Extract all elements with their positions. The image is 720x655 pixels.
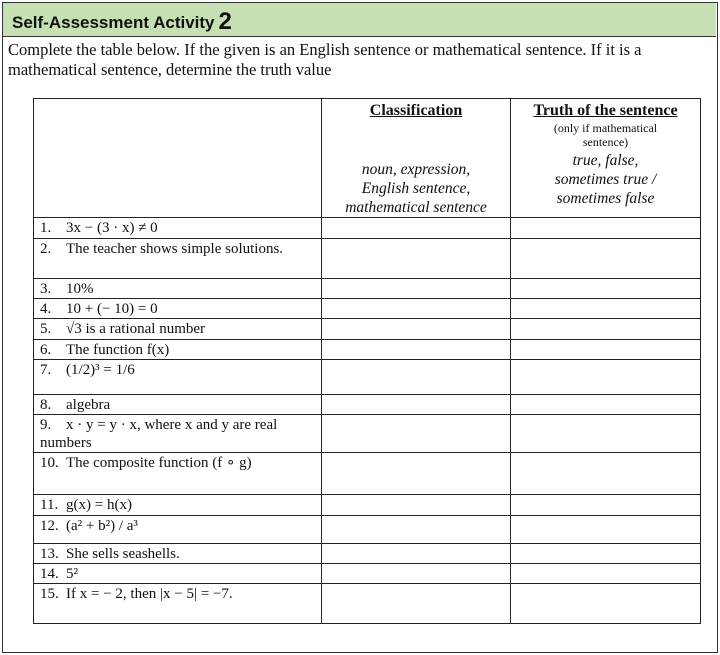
item-number: 11.: [40, 497, 59, 513]
table-row: [34, 564, 701, 584]
table-row: [34, 319, 701, 340]
item-text: 5²: [66, 566, 78, 582]
truth-answer-cell[interactable]: [511, 299, 701, 319]
item-number: 4.: [40, 301, 52, 317]
classification-option: mathematical sentence: [345, 199, 487, 216]
item-text: x · y = y · x, where x and y are real numbers: [40, 417, 278, 451]
classification-answer-cell[interactable]: [322, 360, 511, 395]
table-row: [34, 299, 701, 319]
activity-number: 2: [218, 8, 232, 35]
item-text: She sells seashells.: [66, 546, 180, 562]
item-text: The function f(x): [66, 342, 170, 358]
table-row: [34, 584, 701, 624]
classification-answer-cell[interactable]: [322, 495, 511, 516]
classification-header-cell: [322, 99, 511, 218]
truth-option: true, false,: [572, 152, 639, 169]
truth-answer-cell[interactable]: [511, 239, 701, 279]
classification-answer-cell[interactable]: [322, 395, 511, 415]
item-number: 10.: [40, 455, 59, 471]
truth-answer-cell[interactable]: [511, 360, 701, 395]
item-text: 10%: [66, 281, 94, 297]
truth-answer-cell[interactable]: [511, 340, 701, 360]
truth-answer-cell[interactable]: [511, 516, 701, 544]
item-cell: [34, 360, 322, 395]
truth-answer-cell[interactable]: [511, 564, 701, 584]
item-text: The composite function (f ∘ g): [66, 455, 252, 471]
item-number: 7.: [40, 362, 52, 378]
item-number: 13.: [40, 546, 59, 562]
item-number: 9.: [40, 417, 52, 433]
item-text: The teacher shows simple solutions.: [66, 241, 284, 257]
item-text: If x = − 2, then |x − 5| = −7.: [66, 586, 233, 602]
item-cell: [34, 218, 322, 239]
classification-answer-cell[interactable]: [322, 584, 511, 624]
truth-note-line: sentence): [582, 135, 629, 149]
item-cell: [34, 415, 322, 453]
item-number: 6.: [40, 342, 52, 358]
table-row: [34, 360, 701, 395]
truth-option: sometimes false: [556, 190, 655, 207]
item-number: 14.: [40, 566, 59, 582]
truth-answer-cell[interactable]: [511, 453, 701, 495]
item-text: 10 + (− 10) = 0: [66, 301, 158, 317]
table-header-row: [34, 99, 701, 218]
classification-answer-cell[interactable]: [322, 319, 511, 340]
truth-note: [511, 121, 700, 149]
table-row: [34, 218, 701, 239]
item-cell: [34, 299, 322, 319]
classification-option: English sentence,: [361, 180, 471, 197]
classification-answer-cell[interactable]: [322, 415, 511, 453]
item-cell: [34, 279, 322, 299]
classification-answer-cell[interactable]: [322, 340, 511, 360]
item-text: (1/2)³ = 1/6: [66, 362, 135, 378]
truth-option: sometimes true /: [554, 171, 657, 188]
truth-note-line: (only if mathematical: [553, 121, 658, 135]
assessment-table: [33, 98, 701, 624]
activity-title: Self-Assessment Activity: [12, 13, 215, 32]
table-row: [34, 415, 701, 453]
item-cell: [34, 239, 322, 279]
classification-answer-cell[interactable]: [322, 516, 511, 544]
item-cell: [34, 395, 322, 415]
truth-answer-cell[interactable]: [511, 544, 701, 564]
item-cell: [34, 584, 322, 624]
truth-header-cell: [511, 99, 701, 218]
item-number: 1.: [40, 220, 52, 236]
classification-answer-cell[interactable]: [322, 453, 511, 495]
item-text: √3 is a rational number: [66, 321, 206, 337]
classification-answer-cell[interactable]: [322, 564, 511, 584]
item-cell: [34, 340, 322, 360]
truth-answer-cell[interactable]: [511, 319, 701, 340]
truth-answer-cell[interactable]: [511, 495, 701, 516]
truth-answer-cell[interactable]: [511, 218, 701, 239]
activity-banner: [3, 3, 716, 37]
classification-answer-cell[interactable]: [322, 544, 511, 564]
classification-option: noun, expression,: [361, 161, 471, 178]
item-number: 5.: [40, 321, 52, 337]
item-cell: [34, 564, 322, 584]
item-text: algebra: [66, 397, 111, 413]
item-number: 2.: [40, 241, 52, 257]
truth-title: Truth of the sentence: [533, 102, 678, 119]
table-row: [34, 279, 701, 299]
truth-answer-cell[interactable]: [511, 395, 701, 415]
table-row: [34, 516, 701, 544]
table-row: [34, 395, 701, 415]
table-row: [34, 340, 701, 360]
item-text: (a² + b²) / a³: [66, 518, 138, 534]
table-row: [34, 544, 701, 564]
item-cell: [34, 453, 322, 495]
item-text: g(x) = h(x): [66, 497, 132, 513]
item-number: 8.: [40, 397, 52, 413]
classification-options: [322, 160, 510, 217]
classification-answer-cell[interactable]: [322, 218, 511, 239]
table-row: [34, 495, 701, 516]
item-number: 12.: [40, 518, 59, 534]
item-cell: [34, 544, 322, 564]
classification-title: Classification: [369, 102, 463, 119]
classification-answer-cell[interactable]: [322, 279, 511, 299]
item-text: 3x − (3 · x) ≠ 0: [66, 220, 158, 236]
truth-answer-cell[interactable]: [511, 584, 701, 624]
item-cell: [34, 319, 322, 340]
item-cell: [34, 516, 322, 544]
truth-options: [511, 151, 700, 208]
table-row: [34, 453, 701, 495]
item-number: 15.: [40, 586, 59, 602]
table-row: [34, 239, 701, 279]
classification-answer-cell[interactable]: [322, 299, 511, 319]
classification-answer-cell[interactable]: [322, 239, 511, 279]
item-header-cell: [34, 99, 322, 218]
instructions-text: Complete the table below. If the given is an English sentence or mathematical sentence. If it is a mathematical sentence, determine the truth value: [8, 40, 642, 79]
item-number: 3.: [40, 281, 52, 297]
truth-answer-cell[interactable]: [511, 415, 701, 453]
truth-answer-cell[interactable]: [511, 279, 701, 299]
item-cell: [34, 495, 322, 516]
